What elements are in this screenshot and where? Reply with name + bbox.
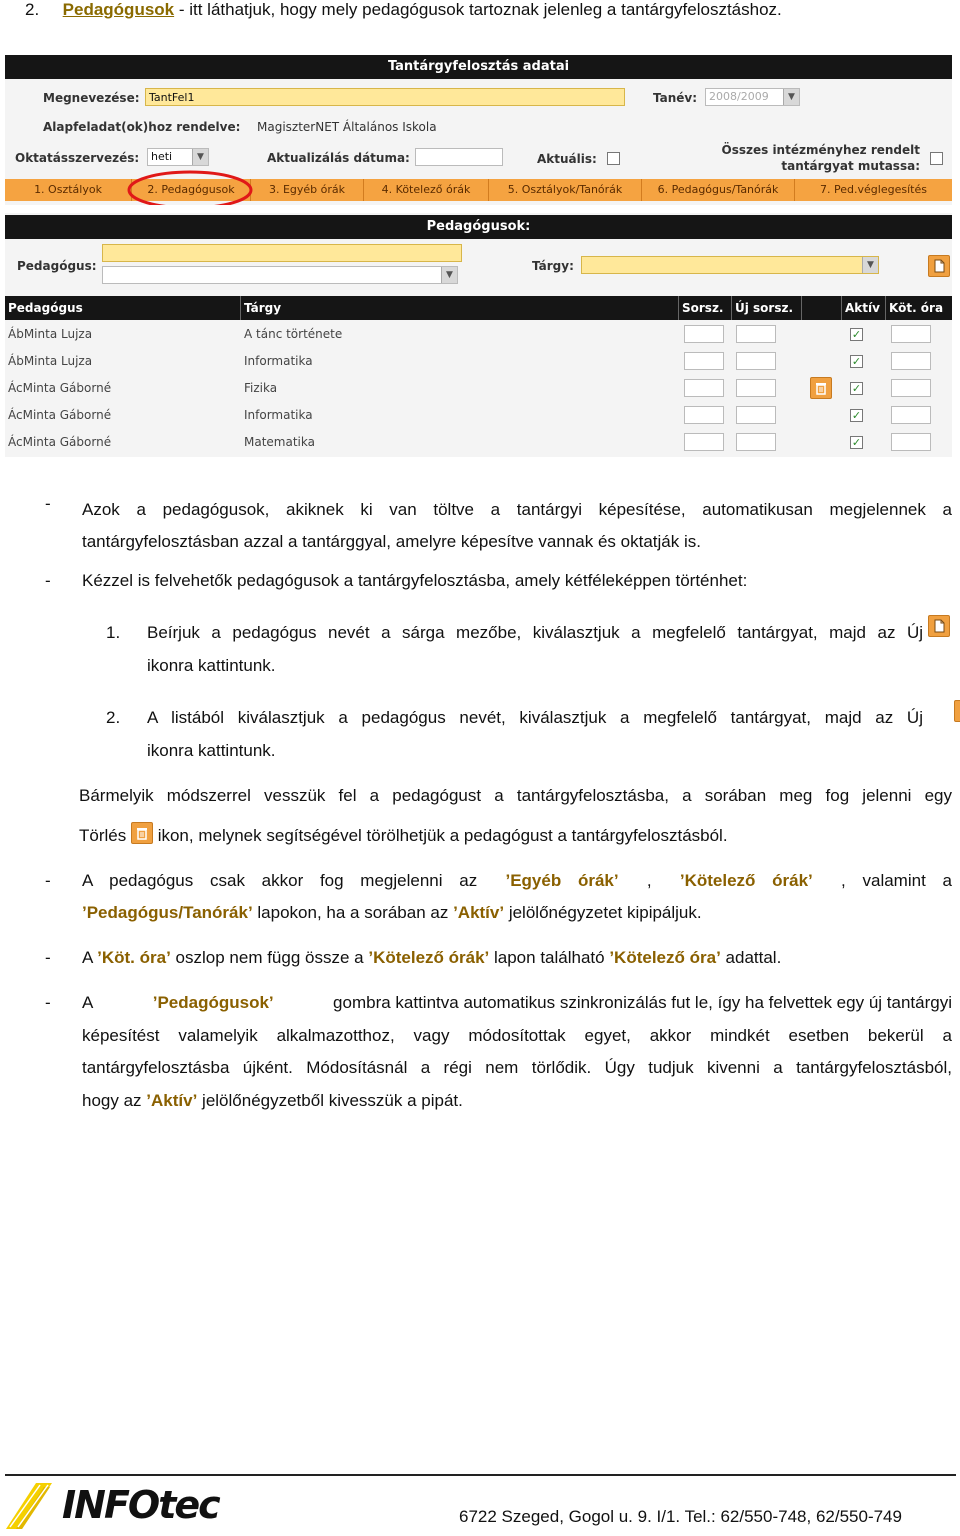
tab-kotelezo-orak[interactable]: 4. Kötelező órák [364,179,489,201]
pedagogus-select[interactable] [102,266,458,284]
b4-text-1: A [82,948,93,967]
tab-pedagogus-tanorak[interactable]: 6. Pedagógus/Tanórák [642,179,795,201]
col-sorsz: Sorsz. [679,296,732,320]
col-targy: Tárgy [241,296,679,320]
row-targy: Informatika [244,354,313,368]
kot-ora-field[interactable] [891,406,931,424]
trash-icon [135,826,149,840]
kot-ora-field[interactable] [891,325,931,343]
b3-kotelezo-orak: ’Kötelező órák’ [679,871,813,890]
b3-egyeb-orak: ’Egyéb órák’ [505,871,619,890]
uj-sorsz-field[interactable] [736,325,776,343]
row-pedagogus: ÁcMinta Gáborné [8,408,112,422]
chevron-down-icon: ▼ [862,257,878,273]
uj-sorsz-field[interactable] [736,352,776,370]
table-row [5,348,952,375]
pedagogus-name-input[interactable] [102,244,462,262]
b4-text-4: adattal. [725,948,782,967]
uj-button[interactable] [928,255,950,277]
row-pedagogus: ÁcMinta Gáborné [8,381,112,395]
bullet-dash: - [45,571,51,590]
kot-ora-field[interactable] [891,352,931,370]
num-1: 1. [106,623,121,642]
aktdat-input[interactable] [415,148,503,166]
uj-icon [954,700,960,722]
row-targy: Fizika [244,381,278,395]
table-row [5,429,952,456]
bullet-4 [82,948,781,968]
bullet-dash: - [45,871,51,890]
torles-word: Törlés [79,826,127,845]
shot-title: Tantárgyfelosztás adatai [5,55,952,79]
b3-text-2: , valamint a [841,871,952,890]
infotec-logo [6,1481,246,1531]
row-targy: A tánc története [244,327,343,341]
bullet-5-line-3: tantárgyfelosztásba újként. Módosításnál a régi nem törlődik. Úgy tudjuk kivenni a tantárgyfelosztásból, [82,1058,952,1077]
num-2-text-a: A listából kiválasztjuk a pedagógus nevét, kiválasztjuk a megfelelő tantárgyat, majd az Új [147,708,923,727]
bullet-5-line-2: képesítést valamelyik alkalmazotthoz, vagy módosítottak egyet, akkor mindkét esetben bekerül a [82,1026,952,1045]
osszes-label-1: Összes intézményhez rendelt [721,143,920,157]
tanev-select[interactable] [705,88,800,106]
num-1-text-b: ikonra kattintunk. [147,656,276,675]
alap-label: Alapfeladat(ok)hoz rendelve: [43,120,241,134]
uj-sorsz-field[interactable] [736,406,776,424]
uj-sorsz-field[interactable] [736,433,776,451]
megnevezes-label: Megnevezése: [43,91,140,105]
heading-number: 2. [25,0,40,19]
torles-icon [131,822,153,844]
bullet-1: Azok a pedagógusok, akiknek ki van töltve a tantárgyi képesítése, automatikusan megjelennek a tantárgyfelosztásban azzal a tantárggyal, amelyre képesítve vannak és oktatják is. [82,500,952,551]
osszes-checkbox[interactable] [930,152,943,165]
col-kot-ora: Köt. óra [886,296,952,320]
aktualis-label: Aktuális: [537,152,597,166]
uj-sorsz-field[interactable] [736,379,776,397]
separator [5,205,952,213]
b4-text-3: lapon található [494,948,605,967]
tab-osztalyok[interactable]: 1. Osztályok [5,179,132,201]
tanev-value: 2008/2009 [709,90,769,103]
aktiv-checkbox[interactable]: ✓ [851,409,862,422]
tab-osztalyok-tanorak[interactable]: 5. Osztályok/Tanórák [489,179,642,201]
bullet-dash: - [45,494,51,513]
b5-text-3: hogy az [82,1091,142,1110]
chevron-down-icon: ▼ [783,89,799,105]
b4-kotelezo-orak: ’Kötelező órák’ [368,948,490,967]
col-uj-sorsz: Új sorsz. [732,296,802,320]
chevron-down-icon: ▼ [441,267,457,283]
tanev-label: Tanév: [653,91,698,105]
b5-aktiv: ’Aktív’ [146,1091,198,1110]
tab-ped-veglegesites[interactable]: 7. Ped.véglegesítés [795,179,952,201]
b5-text-4: jelölőnégyzetből kivesszük a pipát. [202,1091,463,1110]
table-row [5,402,952,429]
pedagogusok-link[interactable]: Pedagógusok [62,0,175,19]
aktiv-checkbox[interactable]: ✓ [851,436,862,449]
num-2-text-b: ikonra kattintunk. [147,741,276,760]
bullet-5-line-4 [82,1091,463,1111]
b3-text-4: jelölőnégyzetet kipipáljuk. [508,903,702,922]
uj-icon [928,615,950,637]
sorsz-field[interactable] [684,379,724,397]
b4-kot-ora: ’Köt. óra’ [97,948,171,967]
sorsz-field[interactable] [684,352,724,370]
footer-address: 6722 Szeged, Gogol u. 9. I/1. Tel.: 62/550-748, 62/550-749 [459,1507,902,1526]
okt-label: Oktatásszervezés: [15,151,140,165]
section-heading [25,0,782,20]
section-title: Pedagógusok: [5,215,952,239]
sorsz-field[interactable] [684,433,724,451]
okt-value: heti [151,150,173,163]
osszes-label-2: tantárgyat mutassa: [781,159,920,173]
bullet-dash: - [45,948,51,967]
b3-comma: , [646,871,652,890]
chevron-down-icon: ▼ [192,149,208,165]
sorsz-field[interactable] [684,325,724,343]
sorsz-field[interactable] [684,406,724,424]
targy-select[interactable] [581,256,879,274]
row-targy: Matematika [244,435,315,449]
table-row [5,321,952,348]
aktiv-checkbox[interactable]: ✓ [851,328,862,341]
torles-text: ikon, melynek segítségével törölhetjük a pedagógust a tantárgyfelosztásból. [157,826,728,845]
aktdat-label: Aktualizálás dátuma: [267,151,410,165]
new-document-icon [932,619,946,633]
bullet-5-line-1 [82,993,952,1013]
col-aktiv: Aktív [842,296,886,320]
embedded-screenshot [5,55,952,457]
kot-ora-field[interactable] [891,379,931,397]
bullet-dash: - [45,993,51,1012]
row-pedagogus: ÁcMinta Gáborné [8,435,112,449]
targy-label: Tárgy: [532,259,574,273]
num-2: 2. [106,708,121,727]
tab-pedagogusok[interactable]: 2. Pedagógusok [132,179,251,201]
footer-rule [5,1474,956,1476]
torles-button[interactable] [810,377,832,399]
table-row [5,375,952,402]
col-blank [802,296,842,320]
ped-label: Pedagógus: [17,259,97,273]
kot-ora-field[interactable] [891,433,931,451]
b3-aktiv: ’Aktív’ [453,903,505,922]
bullet-2: Kézzel is felvehetők pedagógusok a tantárgyfelosztásba, amely kétféleképpen történhet: [82,571,748,590]
megnevezes-input[interactable]: TantFel1 [145,88,625,106]
num-1-text-a: Beírjuk a pedagógus nevét a sárga mezőbe, kiválasztjuk a megfelelő tantárgyat, majd az Új [147,623,923,642]
b3-text-3: lapokon, ha a sorában az [257,903,449,922]
alap-value: MagiszterNET Általános Iskola [257,120,437,134]
b4-kotelezo-ora: ’Kötelező óra’ [609,948,721,967]
row-pedagogus: ÁbMinta Lujza [8,327,93,341]
b5-text-1: A [82,993,94,1012]
row-pedagogus: ÁbMinta Lujza [8,354,93,368]
b4-text-2: oszlop nem függ össze a [175,948,364,967]
aktiv-checkbox[interactable]: ✓ [851,355,862,368]
okt-select[interactable] [147,148,209,166]
b3-pedagogus-tanorak: ’Pedagógus/Tanórák’ [82,903,253,922]
row-targy: Informatika [244,408,313,422]
b3-text-1: A pedagógus csak akkor fog megjelenni az [82,871,478,890]
tab-egyeb-orak[interactable]: 3. Egyéb órák [251,179,364,201]
paragraph-line-1: Bármelyik módszerrel vesszük fel a pedagógust a tantárgyfelosztásba, a sorában meg fog jelenni egy [79,786,952,805]
logo-text: INFOtec [62,1483,219,1527]
bullet-3-line-1 [82,871,952,891]
col-pedagogus: Pedagógus [5,296,241,320]
bullet-3-line-2 [82,903,702,923]
aktualis-checkbox[interactable] [607,152,620,165]
new-document-icon [932,259,946,273]
trash-icon [814,381,828,395]
b5-text-2: gombra kattintva automatikus szinkronizálás fut le, így ha felvettek egy új tantárgyi [333,993,952,1012]
aktiv-checkbox[interactable]: ✓ [851,382,862,395]
paragraph-line-2 [79,826,728,846]
heading-text: - itt láthatjuk, hogy mely pedagógusok tartoznak jelenleg a tantárgyfelosztáshoz. [174,0,782,19]
b5-pedagogusok: ’Pedagógusok’ [152,993,274,1012]
